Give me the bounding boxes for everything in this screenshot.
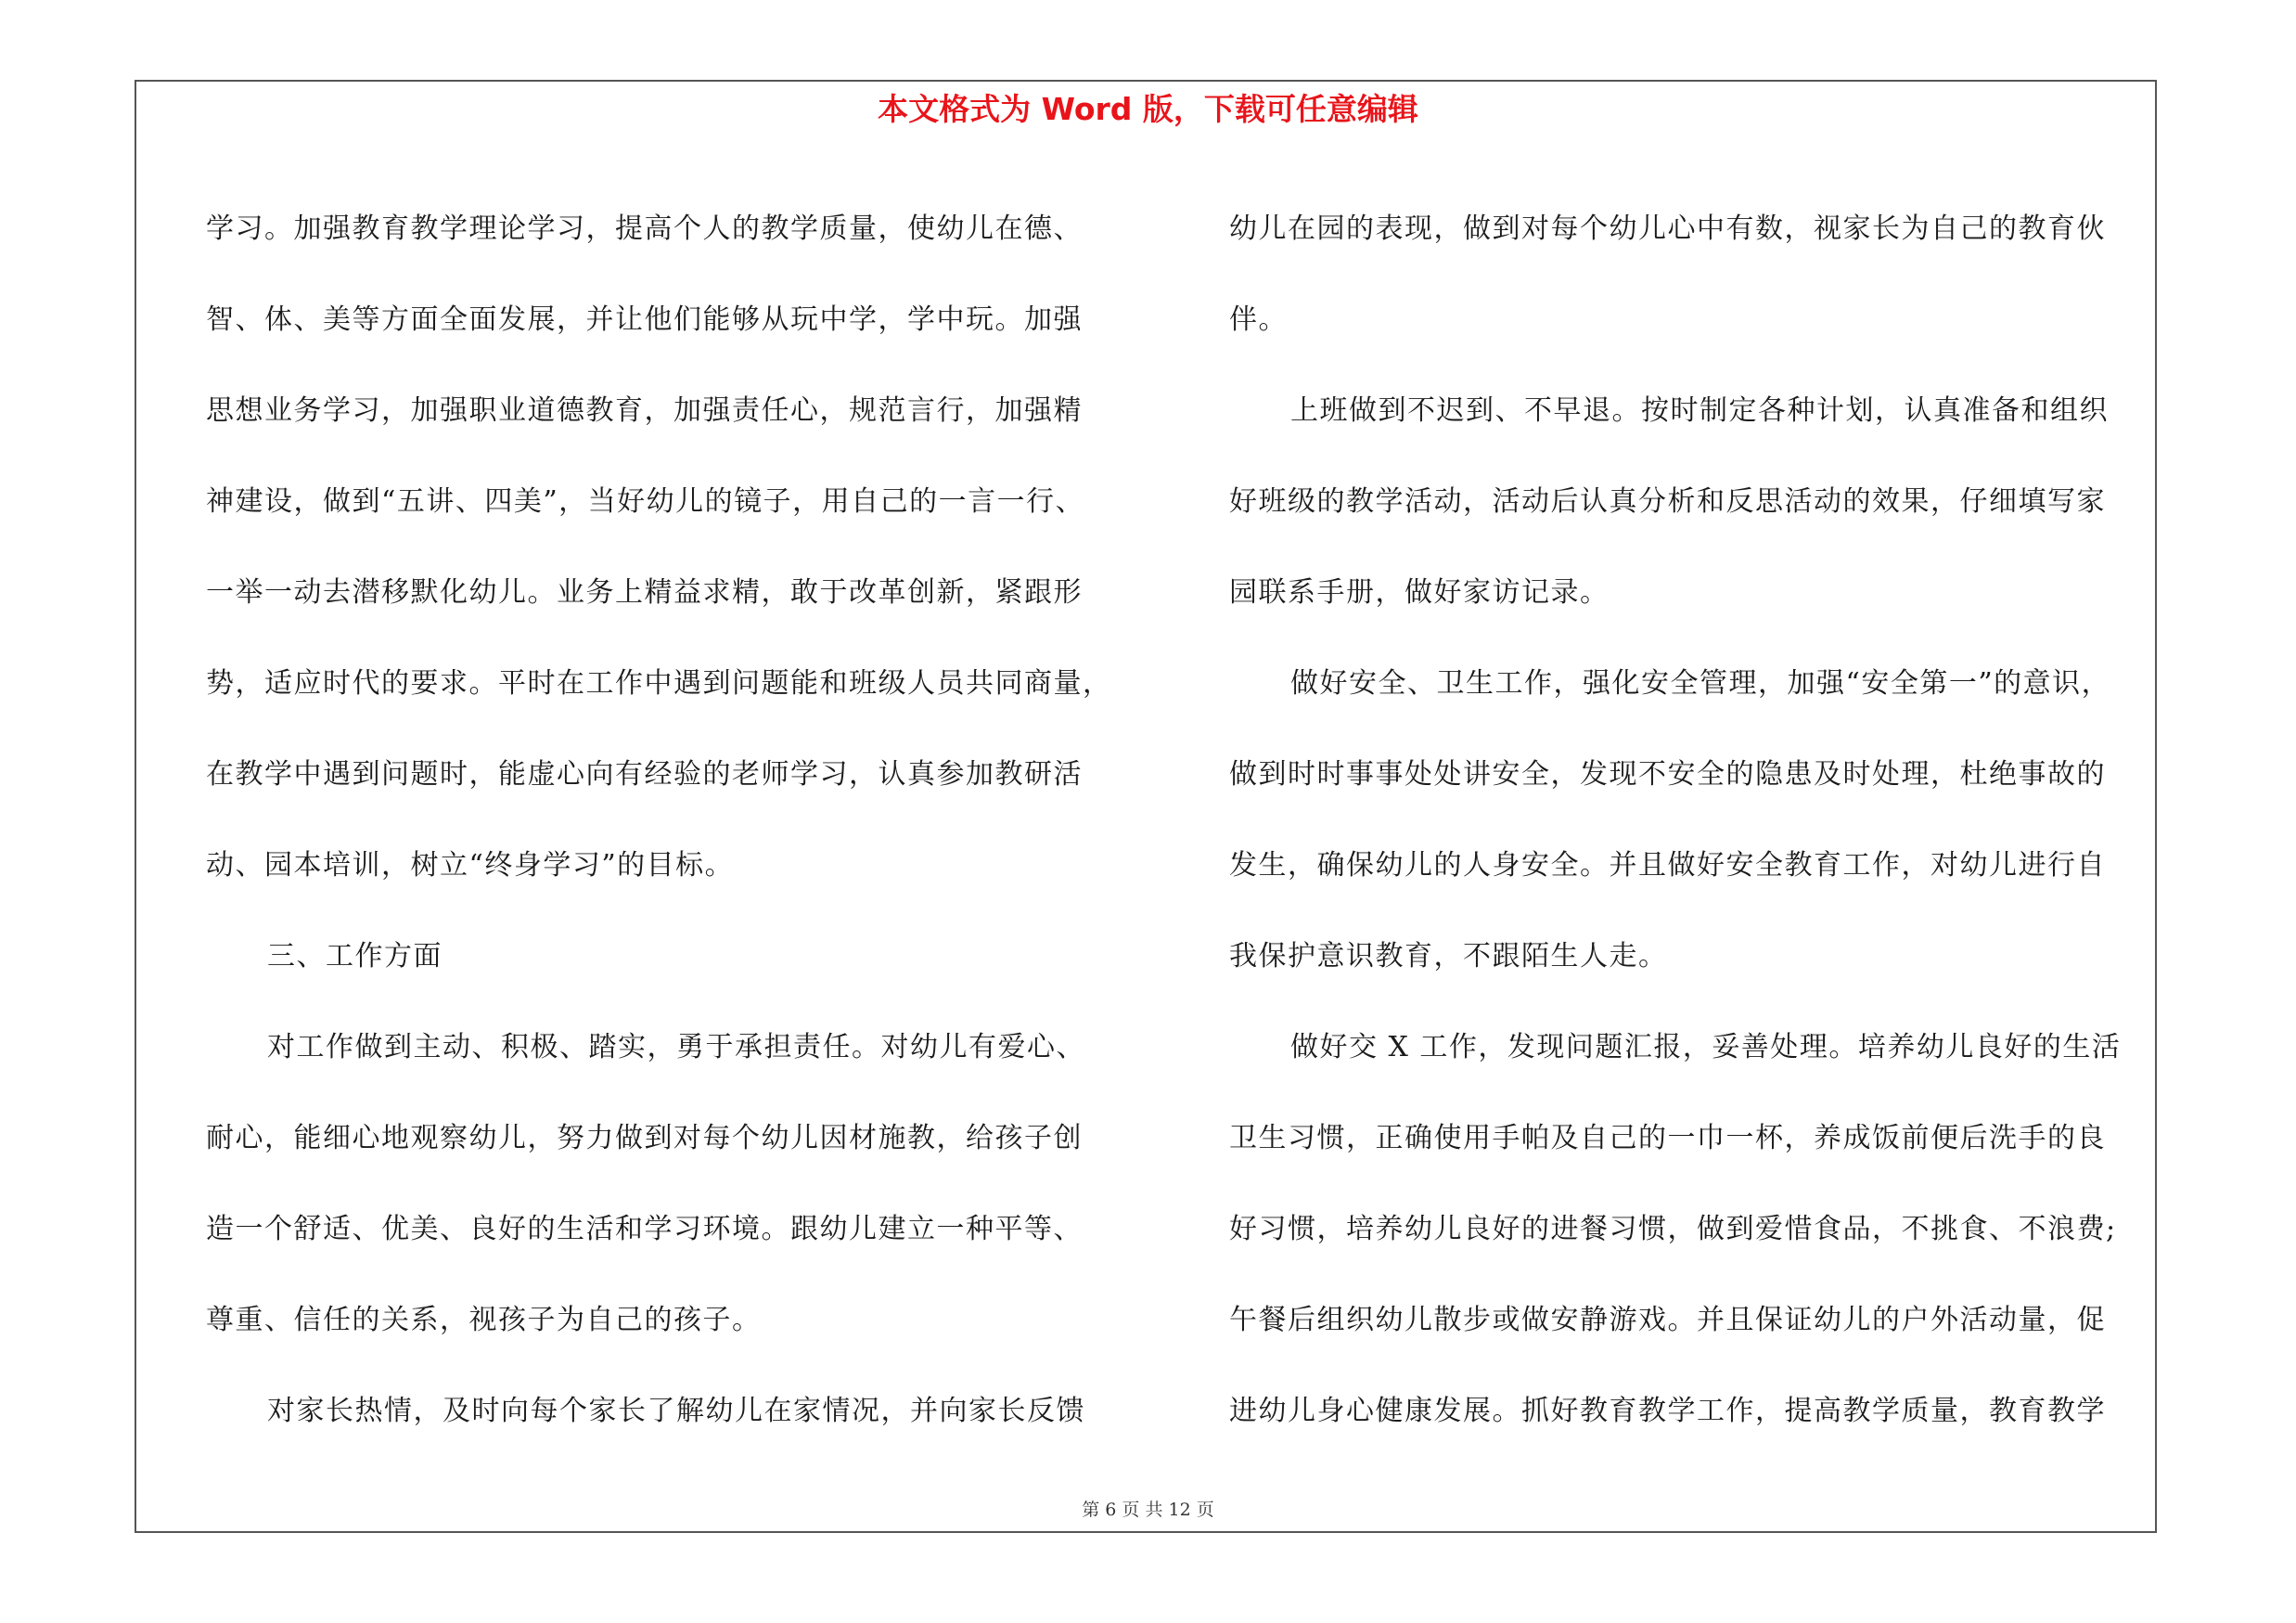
text-line: 好班级的教学活动，活动后认真分析和反思活动的效果，仔细填写家 [1229, 485, 2106, 518]
right-text-column [1229, 184, 2157, 1457]
text-line: 耐心，能细心地观察幼儿，努力做到对每个幼儿因材施教，给孩子创 [206, 1122, 1083, 1154]
text-line: 思想业务学习，加强职业道德教育，加强责任心，规范言行，加强精 [206, 394, 1083, 427]
text-line: 做好安全、卫生工作，强化安全管理，加强“安全第一”的意识， [1290, 667, 2111, 700]
text-line: 午餐后组织幼儿散步或做安静游戏。并且保证幼儿的户外活动量，促 [1229, 1304, 2106, 1336]
text-line: 我保护意识教育，不跟陌生人走。 [1229, 940, 1668, 973]
text-line: 造一个舒适、优美、良好的生活和学习环境。跟幼儿建立一种平等、 [206, 1213, 1083, 1245]
section-heading: 三、工作方面 [267, 940, 443, 973]
text-line: 神建设，做到“五讲、四美”，当好幼儿的镜子，用自己的一言一行、 [206, 485, 1085, 518]
text-line: 学习。加强教育教学理论学习，提高个人的教学质量，使幼儿在德、 [206, 213, 1083, 245]
document-header-title: 本文格式为 Word 版，下载可任意编辑 [878, 91, 1418, 127]
left-text-column [206, 184, 1160, 1457]
text-line: 好习惯，培养幼儿良好的进餐习惯，做到爱惜食品，不挑食、不浪费; [1229, 1213, 2117, 1245]
text-line: 卫生习惯，正确使用手帕及自己的一巾一杯，养成饭前便后洗手的良 [1229, 1122, 2106, 1154]
text-line: 对家长热情，及时向每个家长了解幼儿在家情况，并向家长反馈 [267, 1395, 1085, 1427]
text-line: 发生，确保幼儿的人身安全。并且做好安全教育工作，对幼儿进行自 [1229, 849, 2106, 882]
text-line: 动、园本培训，树立“终身学习”的目标。 [206, 849, 735, 882]
text-line: 上班做到不迟到、不早退。按时制定各种计划，认真准备和组织 [1290, 394, 2109, 427]
text-line: 伴。 [1229, 303, 1288, 336]
text-line: 做好交 X 工作，发现问题汇报，妥善处理。培养幼儿良好的生活 [1290, 1031, 2122, 1063]
text-line: 园联系手册，做好家访记录。 [1229, 576, 1610, 609]
text-line: 势，适应时代的要求。平时在工作中遇到问题能和班级人员共同商量， [206, 667, 1112, 700]
text-line: 对工作做到主动、积极、踏实，勇于承担责任。对幼儿有爱心、 [267, 1031, 1085, 1063]
text-line: 尊重、信任的关系，视孩子为自己的孩子。 [206, 1304, 762, 1336]
text-line: 幼儿在园的表现，做到对每个幼儿心中有数，视家长为自己的教育伙 [1229, 213, 2106, 245]
text-line: 进幼儿身心健康发展。抓好教育教学工作，提高教学质量，教育教学 [1229, 1395, 2106, 1427]
text-line: 智、体、美等方面全面发展，并让他们能够从玩中学，学中玩。加强 [206, 303, 1083, 336]
text-line: 做到时时事事处处讲安全，发现不安全的隐患及时处理，杜绝事故的 [1229, 758, 2106, 791]
text-line: 在教学中遇到问题时，能虚心向有经验的老师学习，认真参加教研活 [206, 758, 1083, 791]
page-number-footer: 第 6 页 共 12 页 [1082, 1500, 1214, 1520]
text-line: 一举一动去潜移默化幼儿。业务上精益求精，敢于改革创新，紧跟形 [206, 576, 1083, 609]
